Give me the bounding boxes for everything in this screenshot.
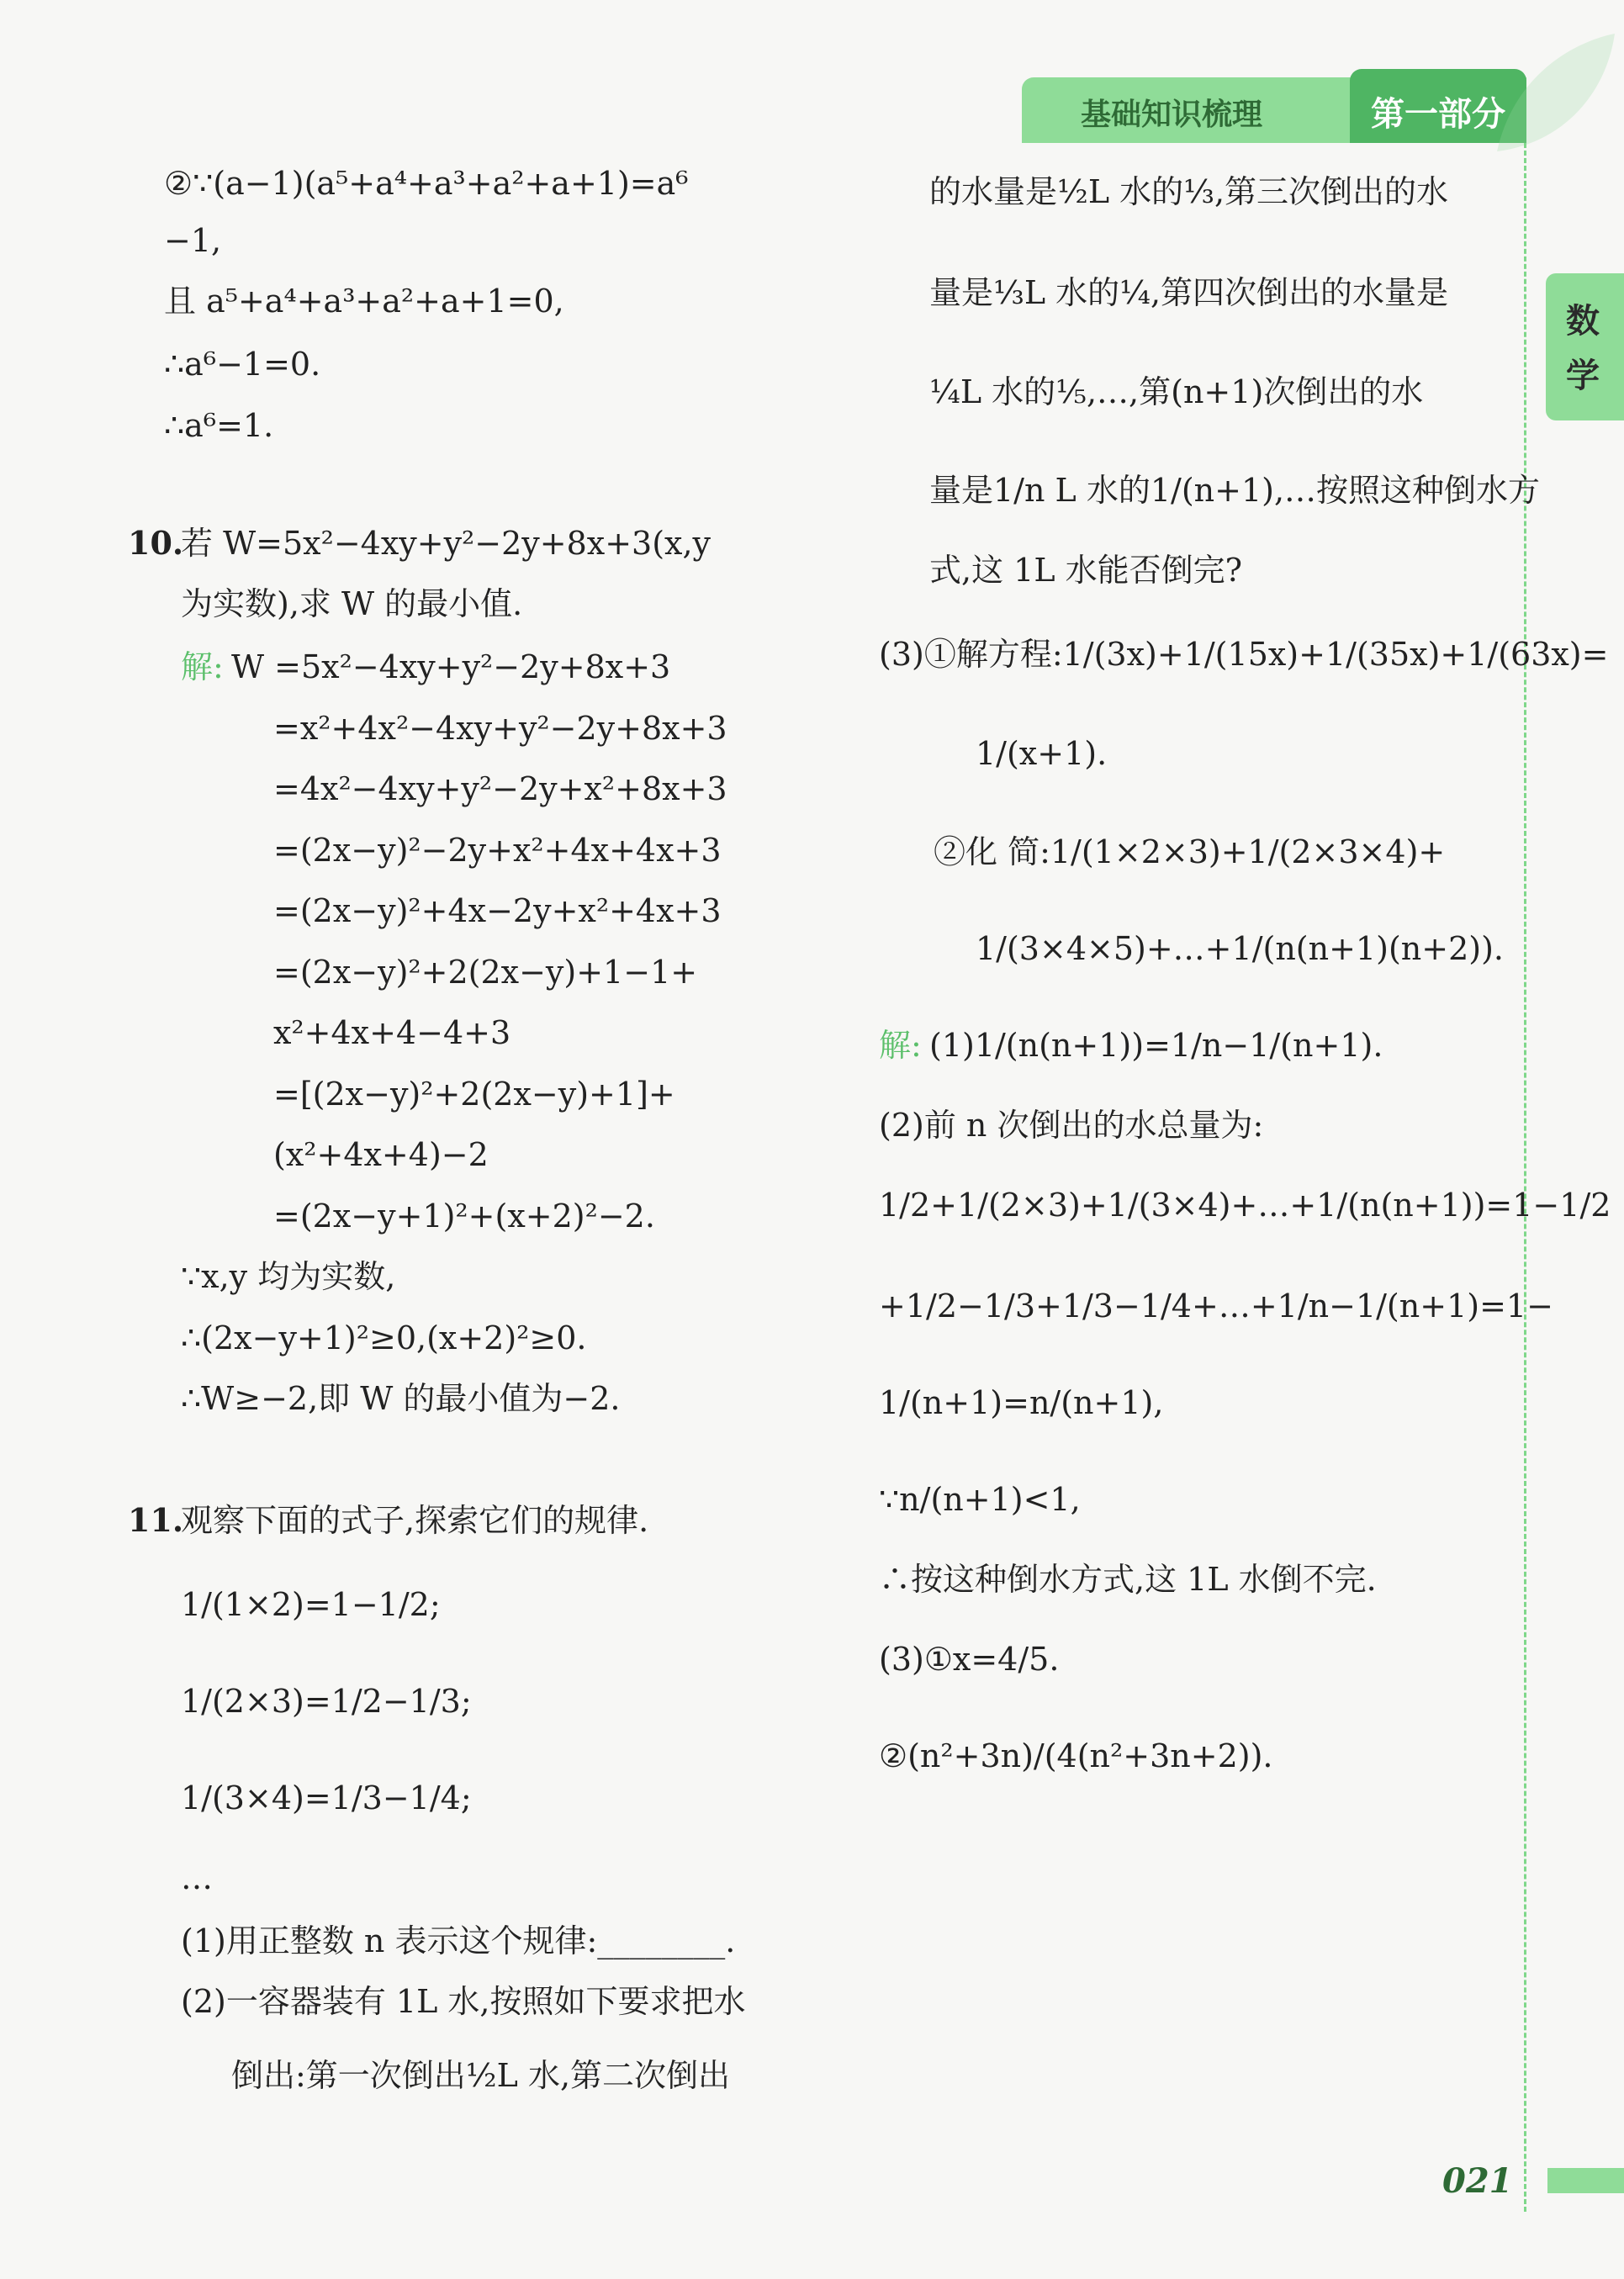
- q11-title: 观察下面的式子,探索它们的规律.: [181, 1502, 649, 1539]
- answer-label: 解:: [879, 1027, 922, 1064]
- q10-step-6: =(2x−y)²+2(2x−y)+1−1+: [273, 954, 698, 991]
- answer-3-1: (3)①x=4/5.: [879, 1641, 1060, 1678]
- q11-example-2: 1/(2×3)=1/2−1/3;: [181, 1683, 472, 1720]
- q10-line-1: 若 W=5x²−4xy+y²−2y+8x+3(x,y: [181, 525, 711, 562]
- q11-cont-5: 式,这 1L 水能否倒完?: [929, 552, 1243, 589]
- answer-2-b: +1/2−1/3+1/3−1/4+…+1/n−1/(n+1)=1−: [879, 1288, 1553, 1325]
- q11-cont-4: 量是1/n L 水的1/(n+1),…按照这种倒水方: [929, 472, 1541, 509]
- q9-line-2: −1,: [164, 222, 222, 259]
- answer-2-c: 1/(n+1)=n/(n+1),: [879, 1384, 1164, 1421]
- q10-step-2: =x²+4x²−4xy+y²−2y+8x+3: [273, 710, 727, 747]
- answer-2-e: ∴按这种倒水方式,这 1L 水倒不完.: [879, 1561, 1377, 1598]
- q10-step-7: x²+4x+4−4+3: [273, 1014, 511, 1051]
- q11-sub-2-line-1: (2)一容器装有 1L 水,按照如下要求把水: [181, 1983, 746, 2020]
- q11-sub-3-2: ②化 简:1/(1×2×3)+1/(2×3×4)+: [934, 833, 1446, 870]
- q10-conclusion-1: ∵x,y 均为实数,: [181, 1258, 396, 1295]
- part-label: 第一部分: [1371, 95, 1505, 134]
- q10-step-9: (x²+4x+4)−2: [273, 1136, 489, 1173]
- q10-step-8: =[(2x−y)²+2(2x−y)+1]+: [273, 1076, 675, 1113]
- q11-example-1: 1/(1×2)=1−1/2;: [181, 1586, 441, 1623]
- q11-ellipsis: …: [181, 1859, 213, 1896]
- dashed-guide: [1524, 143, 1526, 2212]
- side-tab-label-2: 学: [1566, 357, 1600, 395]
- q11-sub-2-line-2: 倒出:第一次倒出½L 水,第二次倒出: [231, 2057, 731, 2094]
- q11-number: 11.: [128, 1501, 184, 1539]
- side-tab-label-1: 数: [1566, 302, 1600, 341]
- q10-step-3: =4x²−4xy+y²−2y+x²+8x+3: [273, 770, 727, 807]
- q10-step-4: =(2x−y)²−2y+x²+4x+4x+3: [273, 832, 722, 869]
- q9-line-5: ∴a⁶=1.: [164, 407, 274, 444]
- leaf-decoration: [1480, 25, 1623, 168]
- q11-sub-3-1: (3)①解方程:1/(3x)+1/(15x)+1/(35x)+1/(63x)=: [879, 636, 1609, 673]
- q9-line-3: 且 a⁵+a⁴+a³+a²+a+1=0,: [164, 283, 564, 320]
- q10-line-2: 为实数),求 W 的最小值.: [181, 585, 523, 622]
- q11-example-3: 1/(3×4)=1/3−1/4;: [181, 1779, 472, 1816]
- q10-conclusion-3: ∴W≥−2,即 W 的最小值为−2.: [181, 1380, 621, 1417]
- q11-sub-3-1b: 1/(x+1).: [976, 735, 1108, 772]
- q11-cont-2: 量是⅓L 水的¼,第四次倒出的水量是: [929, 274, 1449, 311]
- q10-number: 10.: [128, 524, 184, 562]
- answer-2-a: 1/2+1/(2×3)+1/(3×4)+…+1/(n(n+1))=1−1/2: [879, 1187, 1611, 1224]
- footer-bar: [1547, 2168, 1624, 2193]
- q11-sub-3-2b: 1/(3×4×5)+…+1/(n(n+1)(n+2)).: [976, 930, 1504, 967]
- q11-cont-3: ¼L 水的⅕,…,第(n+1)次倒出的水: [929, 373, 1424, 410]
- q10-step-5: =(2x−y)²+4x−2y+x²+4x+3: [273, 892, 722, 929]
- q10-conclusion-2: ∴(2x−y+1)²≥0,(x+2)²≥0.: [181, 1319, 587, 1356]
- q10-step-10: =(2x−y+1)²+(x+2)²−2.: [273, 1198, 655, 1235]
- q9-line-4: ∴a⁶−1=0.: [164, 346, 321, 383]
- q10-step-1: W =5x²−4xy+y²−2y+8x+3: [231, 648, 671, 685]
- section-label: 基础知识梳理: [1081, 98, 1263, 132]
- answer-1: (1)1/(n(n+1))=1/n−1/(n+1).: [929, 1027, 1383, 1064]
- q11-sub-1: (1)用正整数 n 表示这个规律:________.: [181, 1922, 736, 1959]
- answer-2-title: (2)前 n 次倒出的水总量为:: [879, 1107, 1264, 1144]
- answer-3-2: ②(n²+3n)/(4(n²+3n+2)).: [879, 1737, 1273, 1774]
- q10-solve-label: 解:: [181, 648, 224, 685]
- answer-2-d: ∵n/(n+1)<1,: [879, 1481, 1081, 1518]
- page-number: 021: [1442, 2161, 1513, 2201]
- q11-cont-1: 的水量是½L 水的⅓,第三次倒出的水: [929, 173, 1449, 210]
- q9-line-1: ②∵(a−1)(a⁵+a⁴+a³+a²+a+1)=a⁶: [164, 165, 689, 202]
